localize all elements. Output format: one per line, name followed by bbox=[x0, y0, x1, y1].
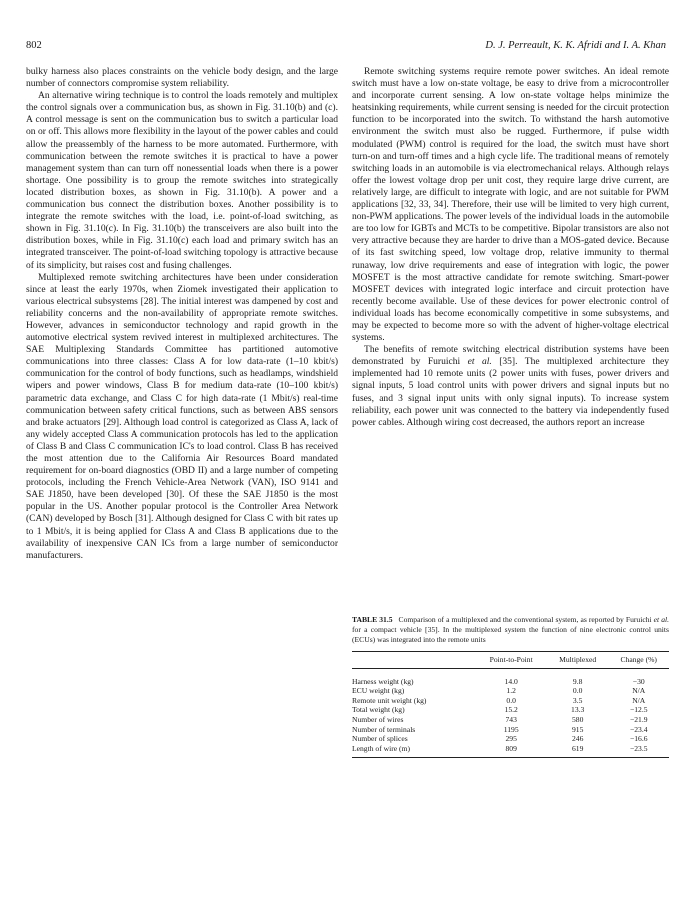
table-row bbox=[352, 705, 669, 715]
table-cell: 0.0 bbox=[572, 686, 583, 696]
table-cell: N/A bbox=[632, 686, 646, 696]
table-cell: 9.8 bbox=[572, 676, 583, 686]
table-row bbox=[352, 686, 669, 696]
table-cell: −21.9 bbox=[629, 714, 648, 724]
paragraph: Remote switching systems require remote power switches. An ideal remote switch must have a low on-state voltage, be easy to drive from a microcontroller and incorporate current sensing. A low on-state voltage helps minimize the heatsinking requirements, while current sensing is needed for the circuit protection function to be incorporated into the switch. To withstand the harsh automotive environment the switch must also be rugged. Furthermore, if pulse width modulated (PWM) control is required for the load, the switch must have short turn-on and turn-off times and a high cycle life. The traditional means of remotely switching loads in an automobile is via electromechanical relays. Although relays offer the lowest voltage drop per unit cost, they require large drive current, are relatively large, are difficult to integrate with logic, and are not suitable for PWM applications [32, 33, 34]. Therefore, their use will be limited to very high current, non-PWM applications. The power levels of the individual loads in the automobile are too low for IGBTs and MCTs to be competitive. Bipolar transistors are also not very attractive because they are harder to drive than a MOS-gated device. Because of its fast switching speed, low voltage drop, relative immunity to thermal runaway, low drive requirements and ease of integration with logic, the power MOSFET is the most attractive candidate for remote switching. Smart-power MOSFET devices with integrated logic interface and circuit protection have recently become available. Use of these devices for power electronic control of individual loads has become economically competitive in some subsystems, and may be expected to become more so with the advent of higher-voltage electrical systems. bbox=[352, 66, 669, 344]
table-cell: Length of wire (m) bbox=[352, 743, 410, 753]
table-cell: 743 bbox=[505, 714, 517, 724]
paragraph: bulky harness also places constraints on the vehicle body design, and the large number of connectors compromise system reliability. bbox=[26, 66, 338, 90]
table-row bbox=[352, 696, 669, 706]
table-cell: Number of wires bbox=[352, 714, 404, 724]
table-caption bbox=[352, 615, 669, 645]
table-cell: 295 bbox=[505, 734, 517, 744]
column-header: Change (%) bbox=[620, 655, 657, 664]
column-header bbox=[352, 652, 475, 669]
table-cell: 1.2 bbox=[506, 686, 516, 696]
page-number: 802 bbox=[26, 40, 42, 51]
table-cell: N/A bbox=[632, 695, 646, 705]
table-row bbox=[352, 734, 669, 744]
table-cell: 0.0 bbox=[506, 695, 516, 705]
text-run: The benefits of remote switching electrical distribution systems have been demonstrated by Furuichi bbox=[352, 344, 669, 368]
caption-text: Comparison of a multiplexed and the conventional system, as reported by Furuichi bbox=[398, 615, 654, 624]
table-cell: Harness weight (kg) bbox=[352, 676, 414, 686]
paragraph: An alternative wiring technique is to control the loads remotely and multiplex the control signals over a communication bus, as shown in Fig. 31.10(b) and (c). A control message is sent on the communication bus to switch a particular load on or off. This allows more flexibility in the layout of the power cables and could allow the preassembly of the harness to be more automated. Furthermore, with communication between the remote switches it is practical to have a power management system than can turn off nonessential loads when there is a power shortage. One possibility is to group the remote switches into strategically located distribution boxes, as shown in Fig. 31.10(b). A power and a communication bus connect the distribution boxes. Another possibility is to integrate the remote switches with the load, i.e. point-of-load switching, as shown in Fig. 31.10(c). In Fig. 31.10(b) the transceivers are also built into the distribution boxes, while in Fig. 31.10(c) each load and primary switch has an integrated transceiver. The point-of-load switching topology is attractive because of its simplicity, but raises cost and fusing challenges. bbox=[26, 90, 338, 271]
table-cell: 619 bbox=[571, 743, 584, 753]
table-cell: −23.5 bbox=[629, 743, 648, 753]
table-cell: −23.4 bbox=[629, 724, 648, 734]
text-run: [35]. The multiplexed architecture they implemented had 10 remote units (2 power units with fuses, power drivers and signal inputs, 5 load control units with power drivers and signal inputs but no fuses, and 3 signal input units with only signal inputs). To increase system reliability, each power unit was connected to the battery via independently fused power cables. Although wiring cost decreased, the authors report an increase bbox=[352, 356, 669, 428]
column-header: Point-to-Point bbox=[489, 655, 533, 664]
table-row bbox=[352, 744, 669, 758]
left-column bbox=[26, 66, 338, 562]
table-cell: Total weight (kg) bbox=[352, 705, 405, 715]
paragraph: Multiplexed remote switching architectures have been under consideration since at least the early 1970s, when Ziomek investigated their application to various electrical subsystems [28]. The initial interest was dampened by cost and reliability concerns and the non-availability of appropriate remote switches. However, advances in semiconductor technology and rapid growth in the automotive electrical system revived interest in multiplexed architectures. The SAE Multiplexing Standards Committee has partitioned automotive communications into three classes: Class A for low data-rate (1–10 kbit/s) communication for the control of body functions, such as headlamps, windshield wipers and power windows, Class B for medium data-rate (10–100 kbit/s) parametric data exchange, and Class C for high data-rate (1 Mbit/s) real-time communication between safety critical functions, such as between ABS sensors and brake actuators [29]. Although load control is categorized as Class A, lack of any widely accepted Class A communication protocols has led to the application of Class B and Class C communication IC's to load control. Class B has received the most attention due to the California Air Resources Board mandated requirement for on-board diagnostics (OBD II) and a large number of competing protocols, including the French Vehicle-Area Network (VAN), ISO 9141 and SAE J1850, have been developed [30]. Of these the SAE J1850 is the most popular in the US. Another popular protocol is the Controller Area Network (CAN) developed by Bosch [31]. Although designed for Class C with bit rates up to 1 Mbit/s, it is being applied for Class A and Class B applications due to the availability of inexpensive CAN ICs from a large number of semiconductor manufacturers. bbox=[26, 271, 338, 561]
table-cell: 13.3 bbox=[571, 705, 585, 715]
table-cell: 809 bbox=[505, 743, 517, 753]
italic-text: et al. bbox=[653, 615, 669, 624]
right-column bbox=[352, 66, 669, 429]
table-cell: 14.0 bbox=[504, 676, 518, 686]
table-label: TABLE 31.5 bbox=[352, 615, 393, 624]
table-cell: −12.5 bbox=[629, 705, 648, 715]
table-header-row bbox=[352, 652, 669, 669]
table-cell: 915 bbox=[571, 724, 584, 734]
table-row bbox=[352, 725, 669, 735]
caption-text: for a compact vehicle [35]. In the multiplexed system the function of nine electronic control units (ECUs) was integrated into the remote units bbox=[352, 625, 669, 644]
italic-text: et al. bbox=[467, 356, 492, 368]
table-31-5 bbox=[352, 615, 669, 758]
table-cell: Number of terminals bbox=[352, 724, 416, 734]
comparison-table bbox=[352, 651, 669, 758]
table-cell: Remote unit weight (kg) bbox=[352, 695, 427, 705]
table-row bbox=[352, 715, 669, 725]
table-cell: Number of splices bbox=[352, 734, 408, 744]
table-cell: 3.5 bbox=[572, 695, 583, 705]
running-head: D. J. Perreault, K. K. Afridi and I. A. Khan bbox=[485, 40, 666, 51]
table-row bbox=[352, 668, 669, 686]
column-header: Multiplexed bbox=[559, 655, 597, 664]
table-cell: 15.2 bbox=[504, 705, 518, 715]
table-cell: −16.6 bbox=[629, 734, 648, 744]
table-cell: 1195 bbox=[503, 724, 519, 734]
table-cell: 580 bbox=[571, 714, 584, 724]
table-cell: 246 bbox=[571, 734, 584, 744]
table-cell: −30 bbox=[632, 676, 645, 686]
paragraph bbox=[352, 344, 669, 429]
table-cell: ECU weight (kg) bbox=[352, 686, 405, 696]
